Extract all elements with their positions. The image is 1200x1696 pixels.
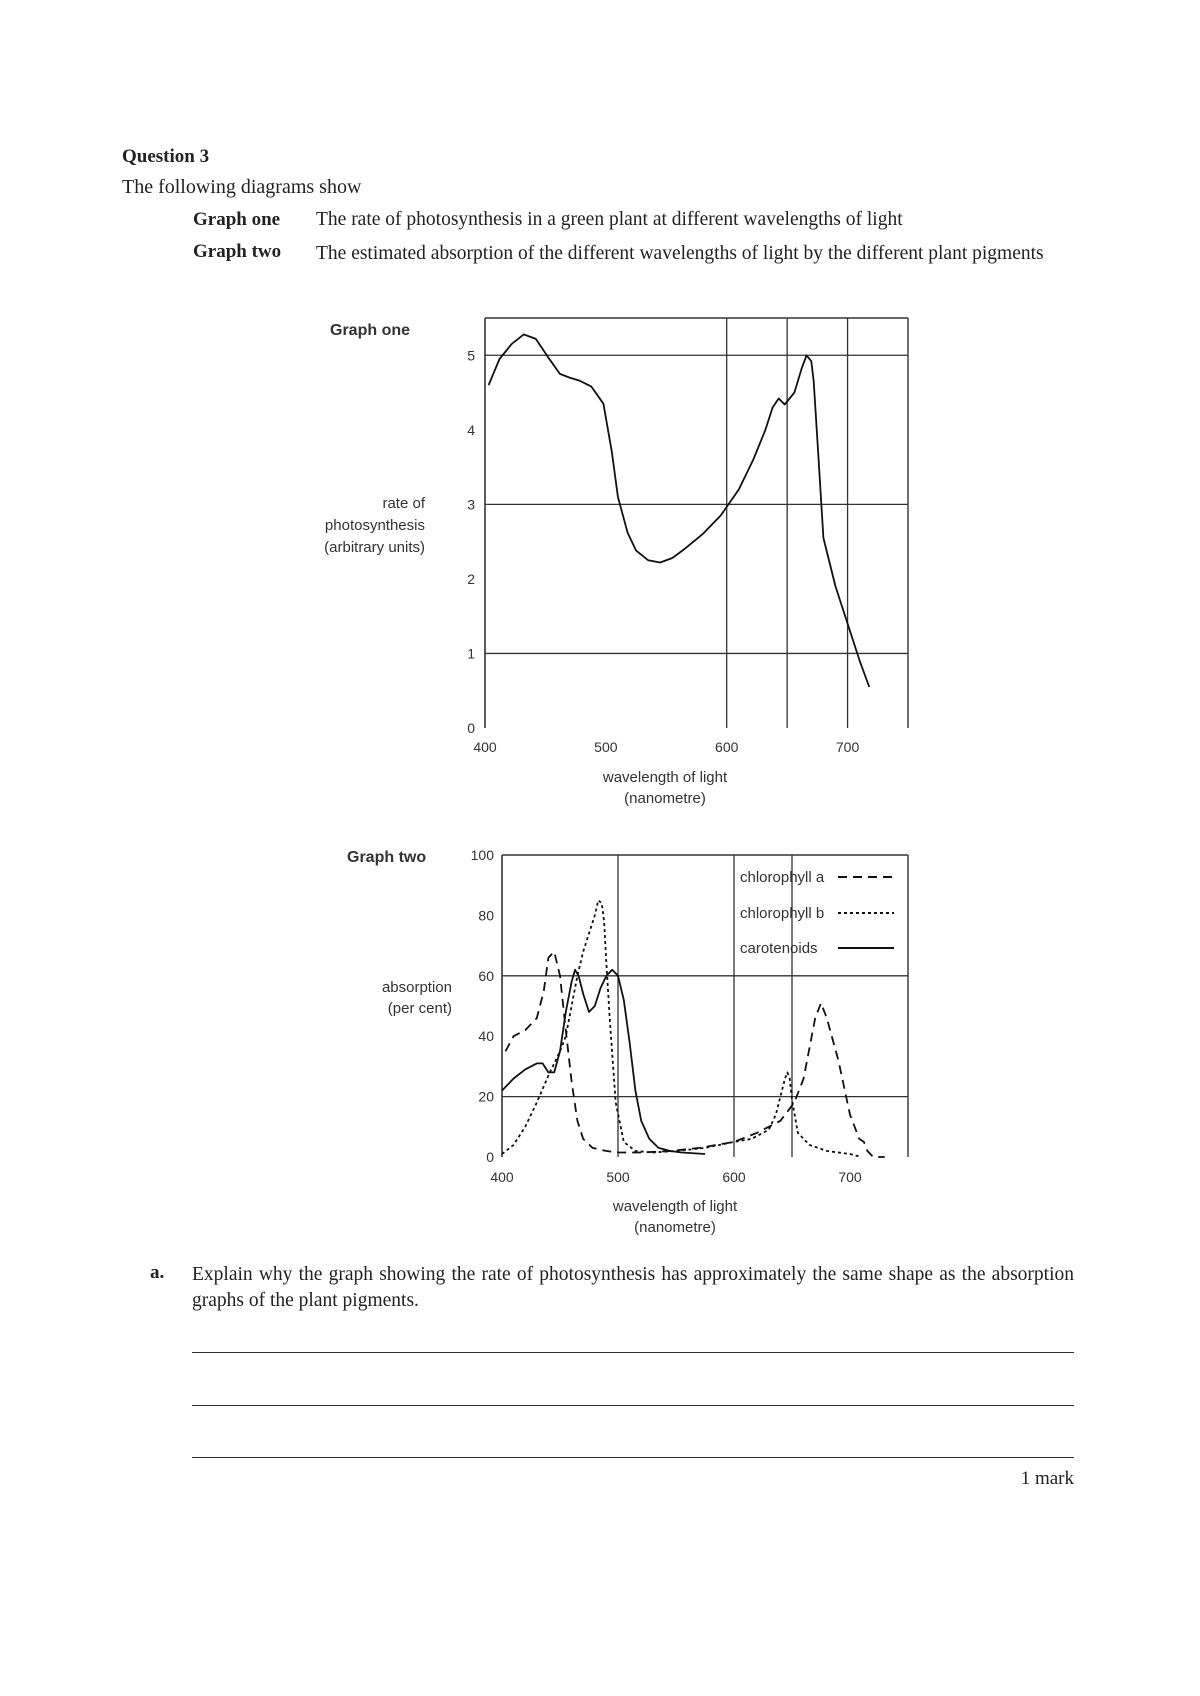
y-tick-label: 5 — [467, 347, 475, 364]
answer-line-3[interactable] — [192, 1457, 1074, 1458]
y-tick-label: 4 — [467, 421, 475, 438]
graph-two-description: The estimated absorption of the different wavelengths of light by the different plant pigments — [316, 243, 1044, 264]
question-intro: The following diagrams show — [122, 176, 362, 198]
answer-line-1[interactable] — [192, 1352, 1074, 1353]
answer-line-2[interactable] — [192, 1405, 1074, 1406]
x-tick-label: 400 — [490, 1169, 514, 1185]
y-axis-label-line: rate of — [382, 495, 425, 512]
x-axis-label-line: (nanometre) — [634, 1219, 716, 1236]
y-tick-label: 3 — [467, 496, 475, 513]
y-tick-label: 40 — [478, 1028, 494, 1045]
graph-one-label: Graph one — [193, 209, 281, 230]
y-axis-label-line: photosynthesis — [324, 517, 425, 534]
graph-one-title: Graph one — [330, 322, 411, 339]
graph-one-y-axis-label — [324, 495, 426, 556]
x-tick-label: 600 — [722, 1169, 746, 1185]
y-tick-label: 1 — [467, 645, 475, 662]
y-tick-label: 2 — [467, 570, 475, 587]
x-tick-label: 500 — [594, 739, 618, 755]
x-tick-label: 400 — [473, 739, 497, 755]
graph-two-x-axis-label — [612, 1198, 738, 1236]
x-tick-label: 600 — [715, 739, 739, 755]
graph-two-chart — [0, 820, 1200, 1240]
graph-one-description: The rate of photosynthesis in a green plant at different wavelengths of light — [316, 209, 903, 230]
graph-two-title: Graph two — [347, 849, 427, 866]
y-tick-label: 100 — [470, 847, 494, 863]
y-axis-label-line: absorption — [381, 979, 452, 996]
graph-two-legend — [740, 869, 894, 957]
y-axis-label-line: (arbitrary units) — [324, 539, 425, 556]
y-tick-label: 0 — [467, 720, 475, 736]
mark-allocation: 1 mark — [1020, 1468, 1074, 1489]
graph-one-chart — [0, 0, 1200, 820]
graph-two-y-axis-label — [382, 979, 452, 1017]
series-line-rate-of-photosynthesis — [489, 334, 870, 687]
y-axis-label-line: (per cent) — [387, 1000, 452, 1017]
series-line-chlorophyll-b — [502, 900, 862, 1157]
y-tick-label: 0 — [486, 1149, 494, 1165]
x-axis-label-line: (nanometre) — [624, 790, 706, 807]
part-a-question: Explain why the graph showing the rate of photosynthesis has approximately the same shape as the absorption graphs of the plant pigments. — [192, 1264, 1074, 1311]
graph-two-label: Graph two — [193, 241, 282, 262]
x-tick-label: 700 — [838, 1169, 862, 1185]
legend-label: carotenoids — [740, 940, 818, 957]
x-axis-label-line: wavelength of light — [612, 1198, 738, 1215]
x-tick-label: 500 — [606, 1169, 630, 1185]
legend-label: chlorophyll a — [740, 869, 825, 886]
x-axis-label-line: wavelength of light — [602, 769, 728, 786]
graph-one-x-axis-label — [602, 769, 728, 807]
x-tick-label: 700 — [835, 739, 860, 755]
question-title: Question 3 — [122, 146, 210, 167]
legend-label: chlorophyll b — [740, 905, 825, 922]
y-tick-label: 80 — [478, 907, 494, 924]
series-line-carotenoids — [502, 970, 705, 1154]
y-tick-label: 60 — [478, 967, 494, 984]
part-a-letter: a. — [150, 1262, 165, 1283]
series-line-chlorophyll-a — [506, 952, 885, 1157]
y-tick-label: 20 — [478, 1088, 494, 1105]
